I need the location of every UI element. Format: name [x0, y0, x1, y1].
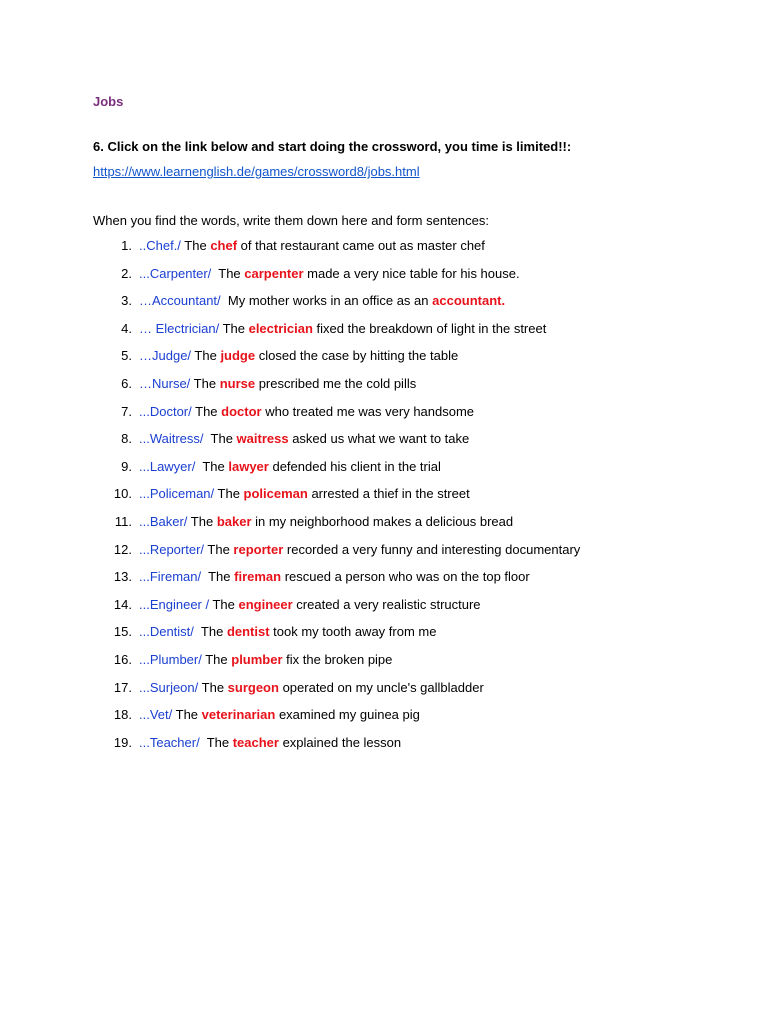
- sentence-end: defended his client in the trial: [268, 458, 441, 474]
- highlighted-job: reporter: [233, 541, 284, 557]
- list-item: [0, 315, 768, 343]
- sentence-start: The: [203, 431, 237, 447]
- sentence-start: The: [172, 707, 202, 723]
- highlighted-job: doctor: [221, 403, 262, 419]
- sentence-end: explained the lesson: [278, 734, 402, 750]
- highlighted-job: policeman: [243, 486, 308, 502]
- list-item: [0, 674, 768, 702]
- item-sentence: [139, 563, 530, 591]
- sentence-start: The: [199, 734, 233, 750]
- item-number: 16.: [113, 651, 132, 667]
- item-sentence: [139, 232, 485, 260]
- sentence-end: who treated me was very handsome: [261, 403, 475, 419]
- item-sentence: [139, 260, 520, 288]
- highlighted-job: waitress: [236, 431, 289, 447]
- answer-word: …Judge/: [139, 348, 192, 364]
- sentence-start: The: [204, 541, 234, 557]
- item-sentence: [139, 646, 392, 674]
- sentence-start: The: [193, 624, 227, 640]
- item-number: 15.: [113, 624, 132, 640]
- highlighted-job: electrician: [248, 320, 313, 336]
- highlighted-job: teacher: [232, 734, 279, 750]
- item-number: 6.: [121, 375, 132, 391]
- highlighted-job: nurse: [219, 375, 256, 391]
- sentence-end: closed the case by hitting the table: [255, 348, 459, 364]
- answer-word: ..Chef./: [139, 238, 181, 253]
- sentence-end: fix the broken pipe: [282, 651, 393, 667]
- answer-word: …Accountant/: [139, 293, 221, 309]
- sentence-end: created a very realistic structure: [292, 596, 481, 612]
- answer-word: ...Dentist/: [139, 624, 194, 640]
- answer-word: ...Plumber/: [139, 651, 202, 667]
- instruction-text: 6. Click on the link below and start doing the crossword, you time is limited!!:: [93, 139, 572, 154]
- sentence-end: of that restaurant came out as master chef: [237, 238, 485, 253]
- item-sentence: [139, 591, 481, 619]
- item-sentence: [139, 729, 401, 757]
- item-number: 17.: [113, 679, 132, 695]
- list-item: [0, 425, 768, 453]
- list-item: [0, 591, 768, 619]
- answer-word: ...Carpenter/: [139, 265, 212, 281]
- answer-word: ...Baker/: [139, 513, 188, 529]
- item-number: 13.: [113, 569, 132, 585]
- intro-text: When you find the words, write them down here and form sentences:: [93, 213, 489, 228]
- sentence-end: rescued a person who was on the top floor: [281, 569, 530, 585]
- item-sentence: [139, 701, 420, 729]
- list-item: [0, 646, 768, 674]
- sentence-end: examined my guinea pig: [275, 707, 420, 723]
- list-item: [0, 453, 768, 481]
- list-item: [0, 342, 768, 370]
- sentence-end: prescribed me the cold pills: [255, 375, 417, 391]
- highlighted-job: surgeon: [227, 679, 279, 695]
- sentence-end: operated on my uncle's gallbladder: [278, 679, 484, 695]
- sentence-start: The: [209, 596, 239, 612]
- sentence-end: fixed the breakdown of light in the street: [312, 320, 547, 336]
- sentence-start: The: [191, 348, 221, 364]
- item-number: 12.: [113, 541, 132, 557]
- list-item: [0, 232, 768, 260]
- highlighted-job: accountant.: [432, 293, 506, 309]
- answer-word: … Electrician/: [139, 320, 220, 336]
- sentence-end: took my tooth away from me: [269, 624, 437, 640]
- answer-word: ...Engineer /: [139, 596, 210, 612]
- item-number: 4.: [121, 320, 132, 336]
- item-number: 3.: [121, 293, 132, 309]
- document-title: Jobs: [93, 94, 124, 109]
- sentence-start: The: [180, 238, 211, 253]
- answer-word: ...Lawyer/: [139, 458, 196, 474]
- sentence-start: The: [187, 513, 217, 529]
- item-sentence: [139, 287, 505, 315]
- sentence-start: The: [211, 265, 245, 281]
- answer-word: ...Waitress/: [139, 431, 204, 447]
- item-number: 5.: [121, 348, 132, 364]
- highlighted-job: judge: [220, 348, 256, 364]
- item-sentence: [139, 425, 469, 453]
- sentence-start: The: [214, 486, 244, 502]
- item-sentence: [139, 315, 546, 343]
- item-number: 8.: [121, 431, 132, 447]
- item-sentence: [139, 618, 436, 646]
- item-number: 9.: [121, 458, 132, 474]
- answer-word: ...Doctor/: [139, 403, 192, 419]
- item-number: 19.: [113, 734, 132, 750]
- item-number: 1.: [121, 238, 132, 253]
- sentence-end: made a very nice table for his house.: [303, 265, 520, 281]
- highlighted-job: chef: [210, 238, 238, 253]
- list-item: [0, 729, 768, 757]
- item-sentence: [139, 508, 513, 536]
- answer-list: [0, 232, 768, 756]
- item-number: 7.: [121, 403, 132, 419]
- highlighted-job: plumber: [231, 651, 283, 667]
- sentence-start: The: [201, 651, 232, 667]
- highlighted-job: baker: [216, 513, 252, 529]
- item-sentence: [139, 674, 484, 702]
- list-item: [0, 260, 768, 288]
- answer-word: ...Vet/: [139, 707, 173, 723]
- crossword-link[interactable]: https://www.learnenglish.de/games/crossword8/jobs.html: [93, 164, 420, 179]
- sentence-start: The: [219, 320, 249, 336]
- sentence-start: The: [191, 403, 222, 419]
- highlighted-job: dentist: [226, 624, 270, 640]
- item-sentence: [139, 536, 580, 564]
- sentence-start: The: [190, 375, 220, 391]
- highlighted-job: carpenter: [244, 265, 304, 281]
- highlighted-job: veterinarian: [201, 707, 276, 723]
- item-sentence: [139, 370, 416, 398]
- highlighted-job: engineer: [238, 596, 293, 612]
- item-number: 2.: [121, 265, 132, 281]
- item-number: 11.: [114, 513, 132, 529]
- answer-word: ...Surjeon/: [139, 679, 199, 695]
- list-item: [0, 480, 768, 508]
- list-item: [0, 536, 768, 564]
- list-item: [0, 618, 768, 646]
- list-item: [0, 508, 768, 536]
- answer-word: ...Teacher/: [139, 734, 200, 750]
- sentence-end: arrested a thief in the street: [307, 486, 470, 502]
- sentence-end: in my neighborhood makes a delicious bread: [251, 513, 514, 529]
- sentence-start: The: [195, 458, 229, 474]
- highlighted-job: lawyer: [228, 458, 269, 474]
- item-number: 18.: [113, 707, 132, 723]
- answer-word: ...Reporter/: [139, 541, 205, 557]
- list-item: [0, 701, 768, 729]
- answer-word: …Nurse/: [139, 375, 191, 391]
- item-sentence: [139, 480, 470, 508]
- answer-word: ...Policeman/: [139, 486, 215, 502]
- answer-word: ...Fireman/: [139, 569, 202, 585]
- item-number: 14.: [113, 596, 132, 612]
- sentence-end: asked us what we want to take: [288, 431, 470, 447]
- list-item: [0, 370, 768, 398]
- item-sentence: [139, 398, 474, 426]
- sentence-start: The: [198, 679, 228, 695]
- list-item: [0, 287, 768, 315]
- item-number: 10.: [113, 486, 132, 502]
- item-sentence: [139, 342, 458, 370]
- item-sentence: [139, 453, 441, 481]
- list-item: [0, 398, 768, 426]
- sentence-start: The: [201, 569, 235, 585]
- sentence-start: My mother works in an office as an: [220, 293, 433, 309]
- sentence-end: recorded a very funny and interesting documentary: [283, 541, 581, 557]
- list-item: [0, 563, 768, 591]
- highlighted-job: fireman: [234, 569, 282, 585]
